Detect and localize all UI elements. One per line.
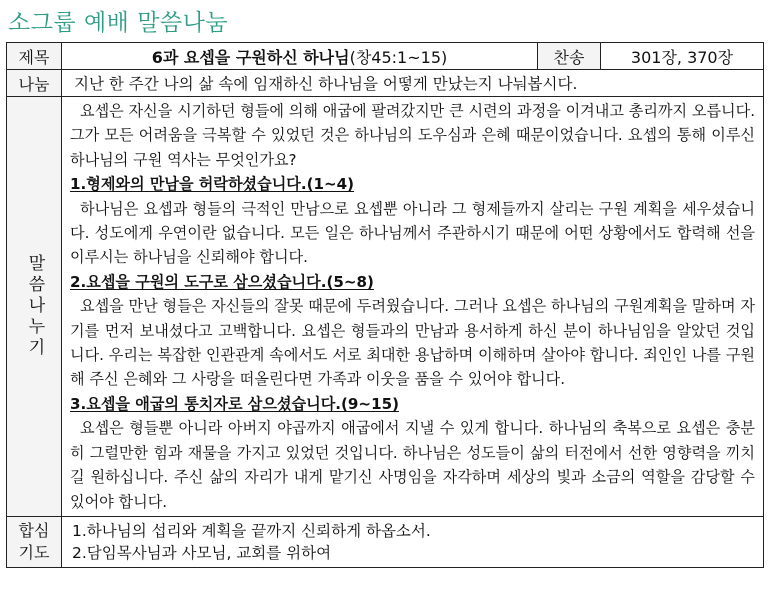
sermon-row: [7, 97, 764, 517]
share-text: 지난 한 주간 나의 삶 속에 임재하신 하나님을 어떻게 만났는지 나눠봅시다.: [62, 70, 764, 97]
share-label: 나눔: [7, 70, 62, 97]
sermon-label-cell: [7, 97, 62, 517]
prayer-label: [7, 516, 62, 567]
sermon-body: [62, 97, 764, 517]
section-heading-3: 3.요셉을 애굽의 통치자로 삼으셨습니다.(9~15): [70, 394, 399, 413]
page-title: 소그룹 예배 말씀나눔: [8, 10, 229, 36]
subject-reference: (창45:1~15): [349, 47, 448, 67]
section-heading-1: 1.형제와의 만남을 허락하셨습니다.(1~4): [70, 175, 355, 194]
prayer-label-line-1: 합심: [18, 520, 50, 540]
prayer-item-2: 2.담임목사님과 사모님, 교회를 위하여: [72, 543, 332, 562]
sermon-intro: 요셉은 자신을 시기하던 형들에 의해 애굽에 팔려갔지만 큰 시련의 과정을 이겨내고 총리까지 오릅니다. 그가 모든 어려움을 극복할 수 있었던 것은 하나님의 도우심과 은혜 때문이었습니다. 요셉의 통해 이루신 하나님의 구원 역사는 무엇인가요?: [70, 102, 755, 169]
share-row: [7, 70, 764, 97]
section-heading-2: 2.요셉을 구원의 도구로 삼으셨습니다.(5~8): [70, 272, 374, 291]
section-text-1: 하나님은 요셉과 형들의 극적인 만남으로 요셉뿐 아니라 그 형제들까지 살리는 구원 계획을 세우셨습니다. 성도에게 우연이란 없습니다. 모든 일은 하나님께서 주관하시기 때문에 어떤 상황에서도 합력해 선을 이루시는 하나님을 신뢰해야 합니다.: [70, 199, 755, 267]
sermon-label: 말씀나누기: [24, 253, 45, 359]
subject-cell: [62, 43, 538, 70]
sermon-sheet: [6, 42, 764, 568]
section-text-2: 요셉을 만난 형들은 자신들의 잘못 때문에 두려웠습니다. 그러나 요셉은 하나님의 구원계획을 말하며 자기를 먼저 보내셨다고 고백합니다. 요셉은 형들과의 만남과 용서하게 하신 분이 하나님임을 알았던 것입니다. 우리는 복잡한 인관관계 속에서도 서로 최대한 용납하며 이해하며 살아야 합니다. 죄인인 나를 구원해 주신 은혜와 그 사랑을 떠올린다면 가족과 이웃을 품을 수 있어야 합니다.: [70, 297, 755, 389]
hymn-label: 찬송: [538, 43, 601, 70]
prayer-list: [62, 516, 764, 567]
subject-row: [7, 43, 764, 70]
subject-title: 6과 요셉을 구원하신 하나님: [151, 47, 350, 67]
prayer-item-1: 1.하나님의 섭리와 계획을 끝까지 신뢰하게 하옵소서.: [72, 521, 431, 540]
subject-label: 제목: [7, 43, 62, 70]
prayer-row: [7, 516, 764, 567]
section-text-3: 요셉은 형들뿐 아니라 아버지 야곱까지 애굽에서 지낼 수 있게 합니다. 하나님의 축복으로 요셉은 충분히 그럴만한 힘과 재물을 가지고 있었던 것입니다. 하나님은 성도들이 삶의 터전에서 선한 영향력을 끼치길 원하십니다. 주신 삶의 자리가 내게 맡기신 사명임을 자각하며 세상의 빛과 소금의 역할을 감당할 수 있어야 합니다.: [70, 419, 755, 511]
hymn-value: 301장, 370장: [601, 43, 764, 70]
prayer-label-line-2: 기도: [18, 542, 50, 562]
